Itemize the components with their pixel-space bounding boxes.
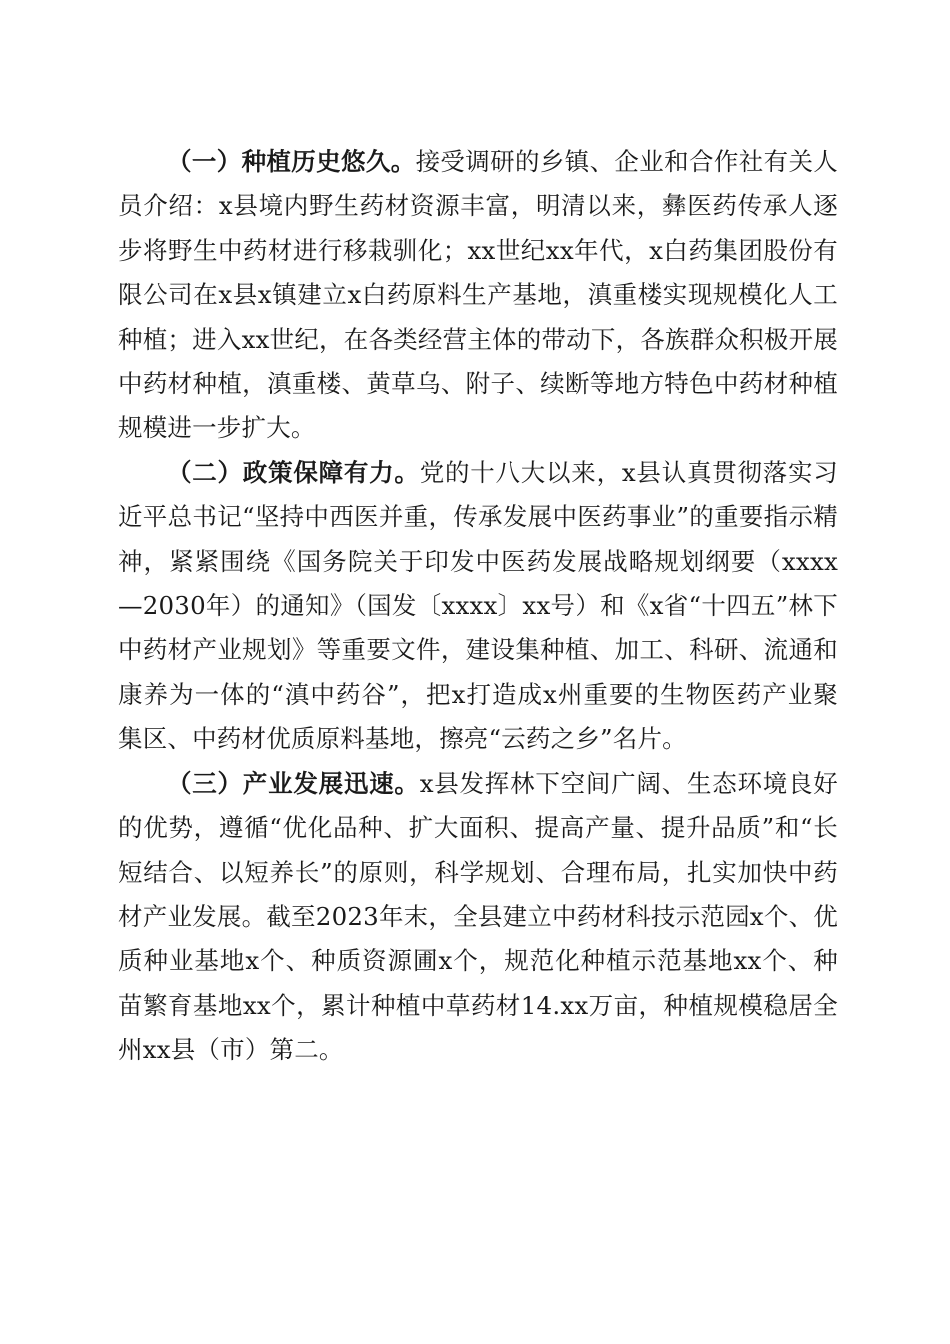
document-body xyxy=(118,140,838,1073)
paragraph-heading: （二）政策保障有力。 xyxy=(167,457,420,487)
paragraph-text: 接受调研的乡镇、企业和合作社有关人员介绍：x县境内野生药材资源丰富，明清以来，彝医药传承人逐步将野生中药材进行移栽驯化；xx世纪xx年代，x白药集团股份有限公司在x县x镇建立x白药原料生产基地，滇重楼实现规模化人工种植；进入xx世纪，在各类经营主体的带动下，各族群众积极开展中药材种植，滇重楼、黄草乌、附子、续断等地方特色中药材种植规模进一步扩大。 xyxy=(118,147,838,443)
paragraph-heading: （一）种植历史悠久。 xyxy=(167,147,416,176)
paragraph-heading: （三）产业发展迅速。 xyxy=(167,768,420,798)
paragraph-text: 党的十八大以来，x县认真贯彻落实习近平总书记“坚持中西医并重，传承发展中医药事业”的重要指示精神，紧紧围绕《国务院关于印发中医药发展战略规划纲要（xxxx—2030年）的通知》（国发〔xxxx〕xx号）和《x省“十四五”林下中药材产业规划》等重要文件，建设集种植、加工、科研、流通和康养为一体的“滇中药谷”，把x打造成x州重要的生物医药产业聚集区、中药材优质原料基地，擦亮“云药之乡”名片。 xyxy=(118,457,838,754)
paragraph-planting-history xyxy=(118,140,838,451)
paragraph-industry-development xyxy=(118,762,838,1073)
paragraph-text: x县发挥林下空间广阔、生态环境良好的优势，遵循“优化品种、扩大面积、提高产量、提升品质”和“长短结合、以短养长”的原则，科学规划、合理布局，扎实加快中药材产业发展。截至2023年末，全县建立中药材科技示范园x个、优质种业基地x个、种质资源圃x个，规范化种植示范基地xx个、种苗繁育基地xx个，累计种植中草药材14.xx万亩，种植规模稳居全州xx县（市）第二。 xyxy=(118,768,838,1065)
paragraph-policy-support xyxy=(118,451,838,762)
